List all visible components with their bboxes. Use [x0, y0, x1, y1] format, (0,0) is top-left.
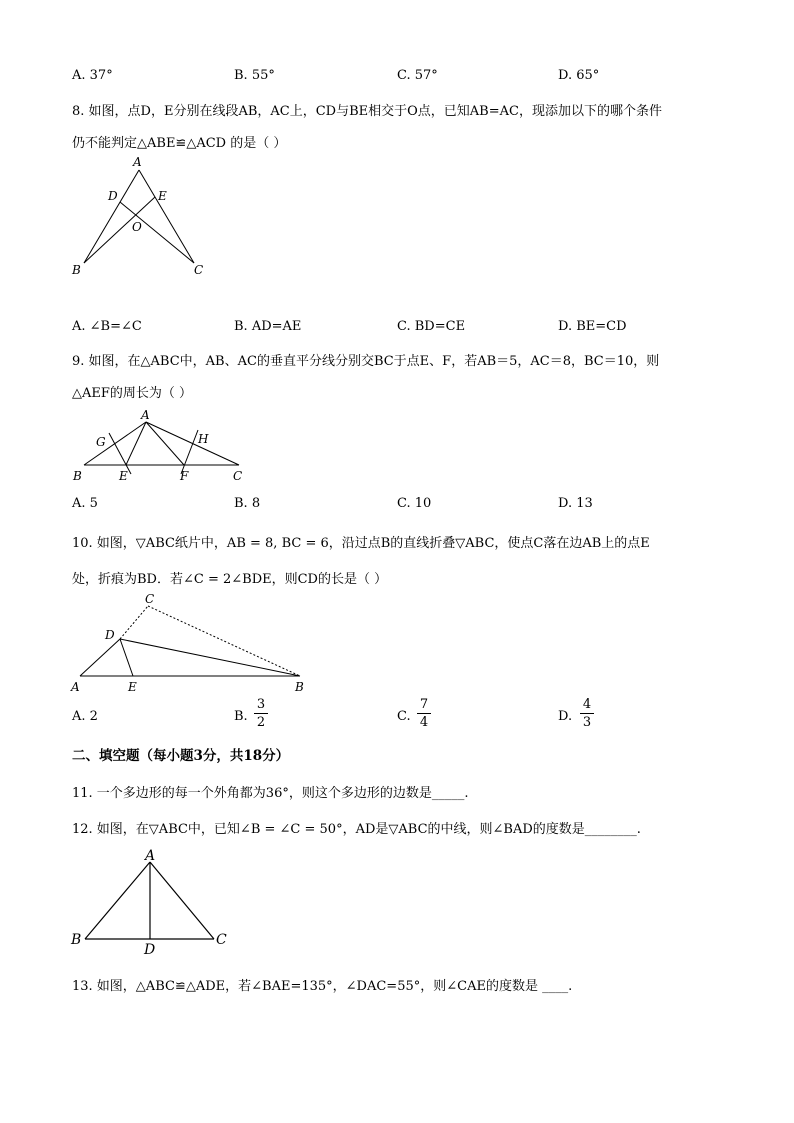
q10-label-b: B	[295, 680, 304, 694]
q7-option-b: B. 55°	[234, 68, 275, 83]
q10-text-line2: 处，折痕为BD．若∠C = 2∠BDE，则CD的长是（ ）	[72, 572, 388, 587]
q12-label-c: C	[216, 932, 227, 948]
q10-label-a: A	[71, 680, 80, 694]
q8-option-b: B. AD=AE	[234, 319, 302, 334]
q8-option-a: A. ∠B=∠C	[72, 319, 142, 334]
q10-label-c: C	[145, 592, 155, 606]
q10-option-a-value: 2	[89, 709, 98, 724]
q8-label-o: O	[132, 220, 142, 234]
q10-option-d-numerator: 4	[582, 697, 592, 712]
q12-label-d: D	[144, 942, 156, 958]
q8-text-line2: 仍不能判定△ABE≌△ACD 的是（ ）	[72, 136, 287, 151]
q7-option-c: C. 57°	[397, 68, 438, 83]
q9-option-d: D. 13	[558, 496, 593, 511]
q10-option-c-prefix: C.	[397, 709, 411, 724]
q8-label-d: D	[108, 189, 118, 203]
q8-option-d: D. BE=CD	[558, 319, 627, 334]
q8-label-b: B	[72, 263, 81, 277]
q9-label-e: E	[119, 469, 128, 483]
q7-option-a: A. 37°	[72, 68, 113, 83]
q8-label-e: E	[158, 189, 167, 203]
q9-label-b: B	[73, 469, 82, 483]
q10-option-b-prefix: B.	[234, 709, 248, 724]
q10-label-e: E	[128, 680, 137, 694]
q10-text-line1: 10. 如图，▽ABC纸片中，AB = 8, BC = 6，沿过点B的直线折叠▽ABC，使点C落在边AB上的点E	[72, 536, 650, 551]
q11-text: 11. 一个多边形的每一个外角都为36°，则这个多边形的边数是_____.	[72, 786, 469, 801]
q9-label-a: A	[141, 408, 150, 422]
q9-label-h: H	[198, 432, 209, 446]
q10-option-d-prefix: D.	[558, 709, 573, 724]
q10-option-b-numerator: 3	[256, 697, 266, 712]
q7-option-d: D. 65°	[558, 68, 600, 83]
q10-option-c-numerator: 7	[419, 697, 429, 712]
q9-option-c: C. 10	[397, 496, 432, 511]
q8-label-a: A	[133, 155, 142, 169]
q10-option-c-denominator: 4	[419, 715, 429, 730]
section-title: 二、填空题（每小题3分，共18分）	[72, 748, 290, 764]
q8-label-c: C	[194, 263, 204, 277]
q10-label-d: D	[105, 628, 115, 642]
q8-text-line1: 8. 如图，点D，E分别在线段AB，AC上，CD与BE相交于O点，已知AB=AC，现添加以下的哪个条件	[72, 104, 662, 119]
q9-label-g: G	[96, 435, 106, 449]
q8-option-c: C. BD=CE	[397, 319, 466, 334]
q9-text-line2: △AEF的周长为（ ）	[72, 386, 193, 401]
q12-label-a: A	[145, 848, 156, 864]
q12-text: 12. 如图，在▽ABC中，已知∠B = ∠C = 50°，AD是▽ABC的中线，则∠BAD的度数是________.	[72, 822, 641, 837]
q9-option-b: B. 8	[234, 496, 261, 511]
q12-label-b: B	[71, 932, 82, 948]
q10-option-d-denominator: 3	[582, 715, 592, 730]
q9-option-a: A. 5	[72, 496, 98, 511]
q9-text-line1: 9. 如图，在△ABC中，AB、AC的垂直平分线分别交BC于点E、F，若AB＝5，AC＝8，BC＝10，则	[72, 354, 660, 369]
q9-label-c: C	[233, 469, 243, 483]
q10-option-b-denominator: 2	[256, 715, 266, 730]
q13-text: 13. 如图，△ABC≌△ADE，若∠BAE=135°，∠DAC=55°，则∠CAE的度数是 ____.	[72, 979, 573, 994]
q9-label-f: F	[180, 469, 189, 483]
q10-option-a-prefix: A.	[72, 709, 90, 724]
